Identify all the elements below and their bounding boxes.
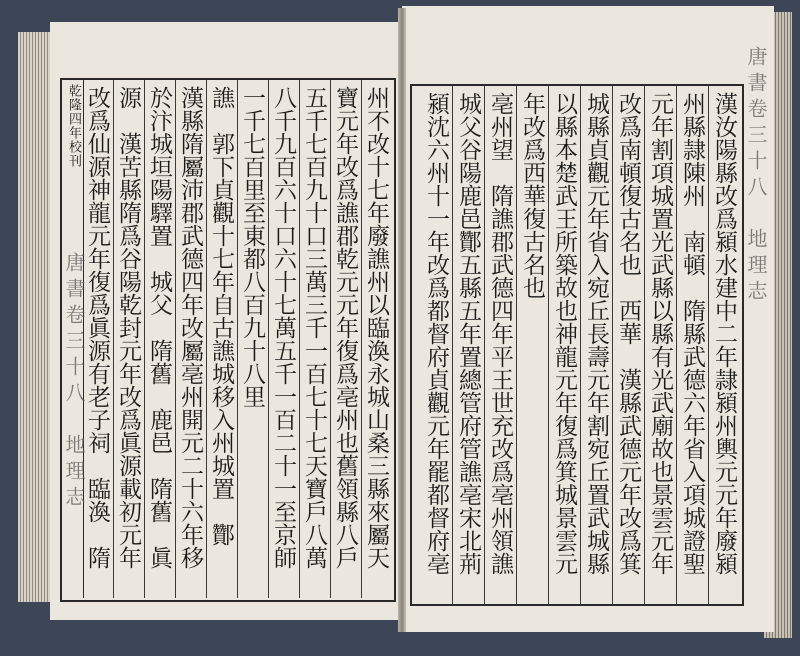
right-column-rule (452, 86, 453, 604)
left-column-rule (113, 80, 114, 598)
left-text-column: 於汴城垣陽驛置 城父 隋舊 鹿邑 隋舊 眞 (146, 86, 172, 569)
left-text-column: 譙 郭下貞觀十七年自古譙城移入州城置 酇 (208, 86, 234, 546)
right-text-column: 城縣貞觀元年省入宛丘長壽元年割宛丘置武城縣 (583, 92, 609, 575)
left-column-rule (237, 80, 238, 598)
left-text-column: 州不改十七年廢譙州以臨渙永城山桑三縣來屬天 (363, 86, 389, 569)
right-text-column: 漢汝陽縣改爲潁水建中二年隷潁州輿元元年廢潁 (711, 92, 737, 575)
left-column-rule (144, 80, 145, 598)
right-text-column: 元年割項城置光武縣以縣有光武廟故也景雲元年 (647, 92, 673, 575)
left-text-column: 一千七百里至東都八百九十八里 (239, 86, 265, 408)
left-text-column: 源 漢苦縣隋爲谷陽乾封元年改爲眞源載初元年 (115, 86, 141, 569)
left-column-rule (361, 80, 362, 598)
left-text-column: 八千九百六十口六十七萬五千一百二十一至京師 (270, 86, 296, 569)
right-text-column: 城父谷陽鹿邑酇五縣五年置總管府管譙亳宋北荊 (455, 92, 481, 575)
left-text-column: 漢縣隋屬沛郡武德四年改屬亳州開元二十六年移 (177, 86, 203, 569)
left-text-column: 五千七百九十口三萬三千一百七十七天寶戶八萬 (301, 86, 327, 569)
left-text-column: 寶元年改爲譙郡乾元元年復爲亳州也舊領縣八戶 (332, 86, 358, 569)
right-column-rule (676, 86, 677, 604)
left-column-rule (330, 80, 331, 598)
right-text-column: 州縣隷陳州 南頓 隋縣武德六年省入項城證聖 (679, 92, 705, 575)
right-text-column: 以縣本楚武王所築故也神龍元年復爲箕城景雲元 (551, 92, 577, 575)
right-text-column: 潁沈六州十一年改爲都督府貞觀元年罷都督府亳 (423, 92, 449, 575)
chapter-mark-right: 唐書卷三十八 地理志 (744, 46, 768, 306)
right-column-rule (708, 86, 709, 604)
right-text-column: 年改爲西華復古名也 (519, 92, 545, 299)
left-column-rule (268, 80, 269, 598)
right-column-rule (644, 86, 645, 604)
right-text-column: 亳州望 隋譙郡武德四年平王世充改爲亳州領譙 (487, 92, 513, 575)
edition-note: 乾隆四年校刊 (62, 78, 84, 598)
right-text-column: 改爲南頓復古名也 西華 漢縣武德元年改爲箕 (615, 92, 641, 575)
book-gutter (398, 8, 406, 632)
left-column-rule (206, 80, 207, 598)
right-column-rule (580, 86, 581, 604)
left-column-rule (299, 80, 300, 598)
right-column-rule (516, 86, 517, 604)
page-edges-left (18, 32, 54, 602)
left-column-rule (175, 80, 176, 598)
right-column-rule (612, 86, 613, 604)
left-text-column: 改爲仙源神龍元年復爲眞源有老子祠 臨渙 隋 (84, 86, 110, 569)
right-column-rule (484, 86, 485, 604)
chapter-mark-left: 唐書卷三十八 地理志 (62, 252, 86, 512)
right-column-rule (548, 86, 549, 604)
